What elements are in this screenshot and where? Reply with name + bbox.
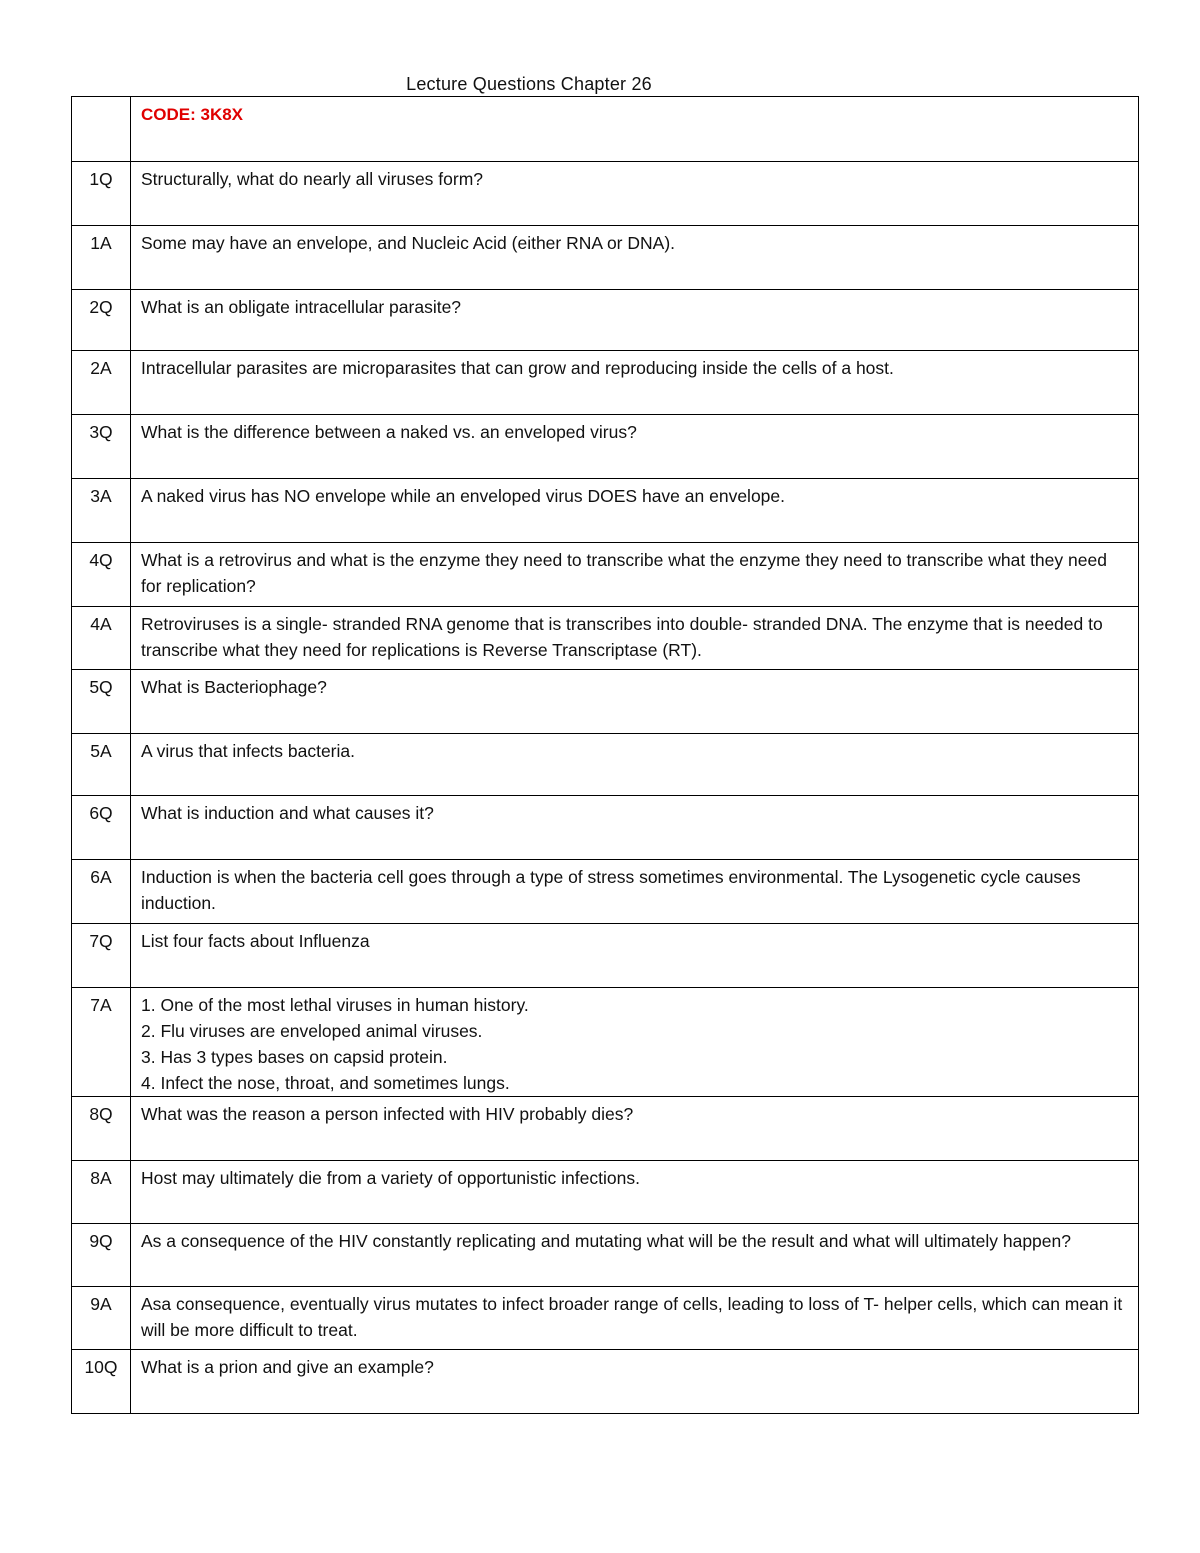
- row-text-cell: [131, 290, 1139, 351]
- code-label: CODE: 3K8X: [141, 105, 244, 124]
- header-number-cell: [72, 97, 131, 162]
- row-text-cell: [131, 226, 1139, 290]
- table-row: [72, 607, 1139, 670]
- row-text: As a consequence of the HIV constantly replicating and mutating what will be the result and what will ultimately happen?: [141, 1231, 1071, 1251]
- row-text-cell: [131, 543, 1139, 607]
- row-text: What is Bacteriophage?: [141, 677, 327, 697]
- row-text-cell: [131, 734, 1139, 796]
- row-text: What is the difference between a naked vs. an enveloped virus?: [141, 422, 637, 442]
- header-code-cell: [131, 97, 1139, 162]
- row-text: What was the reason a person infected with HIV probably dies?: [141, 1104, 634, 1124]
- row-text-cell: [131, 796, 1139, 860]
- row-text: A virus that infects bacteria.: [141, 741, 355, 761]
- row-number: 7Q: [72, 924, 131, 988]
- row-text-cell: [131, 162, 1139, 226]
- table-row: [72, 1161, 1139, 1224]
- row-text-cell: [131, 670, 1139, 734]
- qa-table: [71, 96, 1139, 1414]
- row-number: 6Q: [72, 796, 131, 860]
- table-header-row: [72, 97, 1139, 162]
- row-text-cell: [131, 607, 1139, 670]
- table-row: [72, 162, 1139, 226]
- row-text: Structurally, what do nearly all viruses form?: [141, 169, 484, 189]
- row-text: Induction is when the bacteria cell goes through a type of stress sometimes environmental. The Lysogenetic cycle causes induction.: [141, 867, 1081, 913]
- row-number: 5Q: [72, 670, 131, 734]
- row-number: 3A: [72, 479, 131, 543]
- row-text: Host may ultimately die from a variety of opportunistic infections.: [141, 1168, 640, 1188]
- row-text-cell: [131, 479, 1139, 543]
- row-text: A naked virus has NO envelope while an enveloped virus DOES have an envelope.: [141, 486, 786, 506]
- row-number: 1A: [72, 226, 131, 290]
- row-text-cell: [131, 924, 1139, 988]
- row-number: 8Q: [72, 1097, 131, 1161]
- table-row: [72, 351, 1139, 415]
- row-number: 2A: [72, 351, 131, 415]
- row-text: What is an obligate intracellular parasite?: [141, 297, 462, 317]
- table-row: [72, 1224, 1139, 1287]
- table-row: [72, 670, 1139, 734]
- table-row: [72, 988, 1139, 1097]
- row-text-cell: [131, 1097, 1139, 1161]
- row-text: Intracellular parasites are microparasites that can grow and reproducing inside the cells of a host.: [141, 358, 894, 378]
- row-text: Retroviruses is a single- stranded RNA genome that is transcribes into double- stranded DNA. The enzyme that is needed to transcribe what they need for replications is Reverse Transcriptase (RT).: [141, 614, 1103, 660]
- row-text-cell: [131, 1287, 1139, 1350]
- row-number: 2Q: [72, 290, 131, 351]
- row-text: What is induction and what causes it?: [141, 803, 434, 823]
- table-row: [72, 1287, 1139, 1350]
- row-number: 5A: [72, 734, 131, 796]
- row-text: Asa consequence, eventually virus mutates to infect broader range of cells, leading to loss of T- helper cells, which can mean it will be more difficult to treat.: [141, 1294, 1123, 1340]
- row-text: List four facts about Influenza: [141, 931, 370, 951]
- row-number: 10Q: [72, 1350, 131, 1414]
- row-text-cell: [131, 1224, 1139, 1287]
- table-row: [72, 1097, 1139, 1161]
- table-row: [72, 1350, 1139, 1414]
- row-number: 4A: [72, 607, 131, 670]
- row-text-cell: [131, 351, 1139, 415]
- row-number: 3Q: [72, 415, 131, 479]
- row-number: 8A: [72, 1161, 131, 1224]
- row-text: 4. Infect the nose, throat, and sometimes lungs.: [141, 1073, 510, 1093]
- table-row: [72, 860, 1139, 924]
- row-number: 1Q: [72, 162, 131, 226]
- row-text: 1. One of the most lethal viruses in human history.: [141, 995, 529, 1015]
- row-text: 2. Flu viruses are enveloped animal viruses.: [141, 1021, 483, 1041]
- table-row: [72, 543, 1139, 607]
- row-number: 9Q: [72, 1224, 131, 1287]
- row-text-cell: [131, 415, 1139, 479]
- table-row: [72, 734, 1139, 796]
- table-row: [72, 796, 1139, 860]
- table-row: [72, 226, 1139, 290]
- row-text: Some may have an envelope, and Nucleic Acid (either RNA or DNA).: [141, 233, 676, 253]
- row-text-cell: [131, 1161, 1139, 1224]
- row-text: 3. Has 3 types bases on capsid protein.: [141, 1047, 448, 1067]
- table-row: [72, 924, 1139, 988]
- row-number: 6A: [72, 860, 131, 924]
- row-number: 9A: [72, 1287, 131, 1350]
- row-number: 7A: [72, 988, 131, 1097]
- row-text: What is a retrovirus and what is the enzyme they need to transcribe what the enzyme they need to transcribe what they need for replication?: [141, 550, 1107, 596]
- row-text-cell: [131, 1350, 1139, 1414]
- document-title: Lecture Questions Chapter 26: [406, 74, 652, 94]
- row-text-cell: [131, 988, 1139, 1097]
- table-row: [72, 479, 1139, 543]
- table-row: [72, 290, 1139, 351]
- table-row: [72, 415, 1139, 479]
- row-text-cell: [131, 860, 1139, 924]
- row-text: What is a prion and give an example?: [141, 1357, 434, 1377]
- row-number: 4Q: [72, 543, 131, 607]
